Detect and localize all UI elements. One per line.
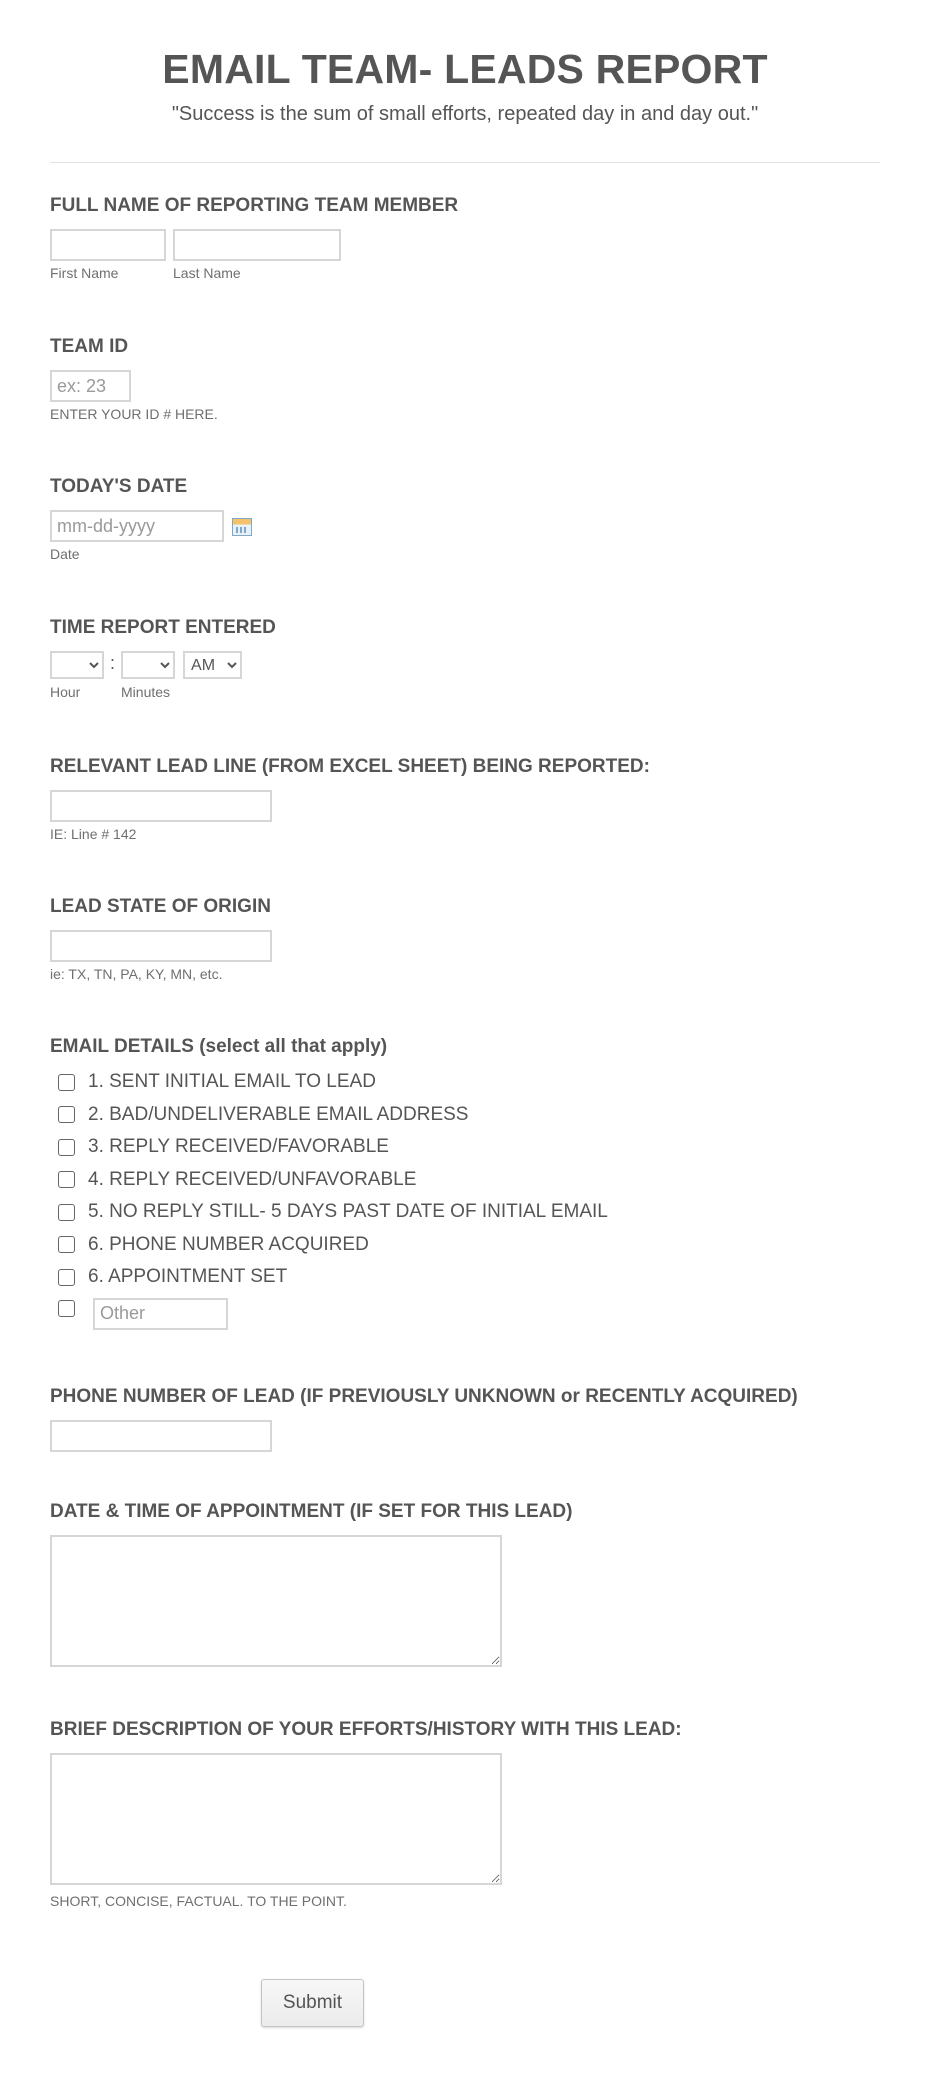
submit-button[interactable]: Submit: [261, 1979, 364, 2027]
email-option-other: [50, 1298, 608, 1330]
email-details-section: [50, 1034, 608, 1330]
header-divider: [50, 162, 880, 163]
minutes-group: [121, 651, 175, 701]
checkbox[interactable]: [58, 1074, 75, 1091]
email-option-label: 5. NO REPLY STILL- 5 DAYS PAST DATE OF INITIAL EMAIL: [88, 1201, 608, 1223]
description-sublabel: SHORT, CONCISE, FACTUAL. TO THE POINT.: [50, 1893, 347, 1909]
email-option-7[interactable]: [50, 1261, 608, 1294]
form-header: [50, 40, 880, 128]
hour-sublabel: Hour: [50, 684, 81, 700]
team-id-section: [50, 334, 218, 423]
lead-line-label: RELEVANT LEAD LINE (FROM EXCEL SHEET) BEING REPORTED:: [50, 756, 650, 777]
appointment-textarea[interactable]: [50, 1535, 502, 1667]
lead-line-section: [50, 754, 650, 843]
full-name-label: FULL NAME OF REPORTING TEAM MEMBER: [50, 195, 459, 216]
form-subtitle: "Success is the sum of small efforts, repeated day in and day out.": [171, 103, 759, 125]
lead-line-sublabel: IE: Line # 142: [50, 826, 137, 842]
hour-group: [50, 651, 104, 701]
email-option-5[interactable]: [50, 1196, 608, 1229]
checkbox[interactable]: [58, 1204, 75, 1221]
email-option-label: 6. PHONE NUMBER ACQUIRED: [88, 1233, 369, 1255]
email-option-label: 6. APPOINTMENT SET: [88, 1266, 288, 1288]
last-name-group: [173, 229, 341, 282]
checkbox[interactable]: [58, 1139, 75, 1156]
checkbox[interactable]: [58, 1269, 75, 1286]
appointment-label: DATE & TIME OF APPOINTMENT (IF SET FOR THIS LEAD): [50, 1501, 573, 1522]
team-id-label: TEAM ID: [50, 336, 129, 357]
email-option-3[interactable]: [50, 1131, 608, 1164]
description-textarea[interactable]: [50, 1753, 502, 1885]
lead-state-label: LEAD STATE OF ORIGIN: [50, 896, 271, 917]
first-name-group: [50, 229, 166, 282]
email-option-6[interactable]: [50, 1229, 608, 1262]
phone-label: PHONE NUMBER OF LEAD (IF PREVIOUSLY UNKNOWN or RECENTLY ACQUIRED): [50, 1386, 798, 1407]
date-label: TODAY'S DATE: [50, 476, 188, 497]
team-id-input[interactable]: [50, 370, 131, 402]
first-name-input[interactable]: [50, 229, 166, 261]
checkbox[interactable]: [58, 1106, 75, 1123]
email-option-2[interactable]: [50, 1099, 608, 1132]
lead-line-input[interactable]: [50, 790, 272, 822]
first-name-sublabel: First Name: [50, 265, 119, 281]
full-name-section: [50, 193, 458, 282]
email-option-label: 1. SENT INITIAL EMAIL TO LEAD: [88, 1071, 376, 1093]
email-option-label: 4. REPLY RECEIVED/UNFAVORABLE: [88, 1168, 417, 1190]
email-option-1[interactable]: [50, 1066, 608, 1099]
minutes-sublabel: Minutes: [121, 684, 171, 700]
date-section: [50, 474, 252, 563]
hour-select[interactable]: [50, 651, 104, 679]
time-label: TIME REPORT ENTERED: [50, 617, 276, 638]
time-colon: :: [110, 653, 116, 673]
description-label: BRIEF DESCRIPTION OF YOUR EFFORTS/HISTORY WITH THIS LEAD:: [50, 1719, 682, 1740]
checkbox[interactable]: [58, 1171, 75, 1188]
lead-state-input[interactable]: [50, 930, 272, 962]
calendar-icon[interactable]: [232, 518, 252, 536]
email-option-label: 3. REPLY RECEIVED/FAVORABLE: [88, 1136, 389, 1158]
email-details-label: EMAIL DETAILS (select all that apply): [50, 1036, 388, 1057]
phone-input[interactable]: [50, 1420, 272, 1452]
email-option-4[interactable]: [50, 1164, 608, 1197]
date-input[interactable]: [50, 510, 224, 542]
ampm-select[interactable]: [183, 651, 242, 679]
other-input[interactable]: [93, 1298, 228, 1330]
other-checkbox[interactable]: [58, 1300, 75, 1317]
email-details-options: [50, 1066, 608, 1330]
form-title: EMAIL TEAM- LEADS REPORT: [162, 46, 768, 92]
checkbox[interactable]: [58, 1236, 75, 1253]
last-name-input[interactable]: [173, 229, 341, 261]
email-option-label: 2. BAD/UNDELIVERABLE EMAIL ADDRESS: [88, 1103, 469, 1125]
description-section: [50, 1717, 682, 1910]
lead-state-sublabel: ie: TX, TN, PA, KY, MN, etc.: [50, 966, 223, 982]
team-id-sublabel: ENTER YOUR ID # HERE.: [50, 406, 218, 422]
appointment-section: [50, 1499, 572, 1667]
minutes-select[interactable]: [121, 651, 175, 679]
date-sublabel: Date: [50, 546, 80, 562]
phone-section: [50, 1384, 798, 1452]
last-name-sublabel: Last Name: [173, 265, 241, 281]
lead-state-section: [50, 894, 272, 983]
time-section: [50, 615, 276, 701]
